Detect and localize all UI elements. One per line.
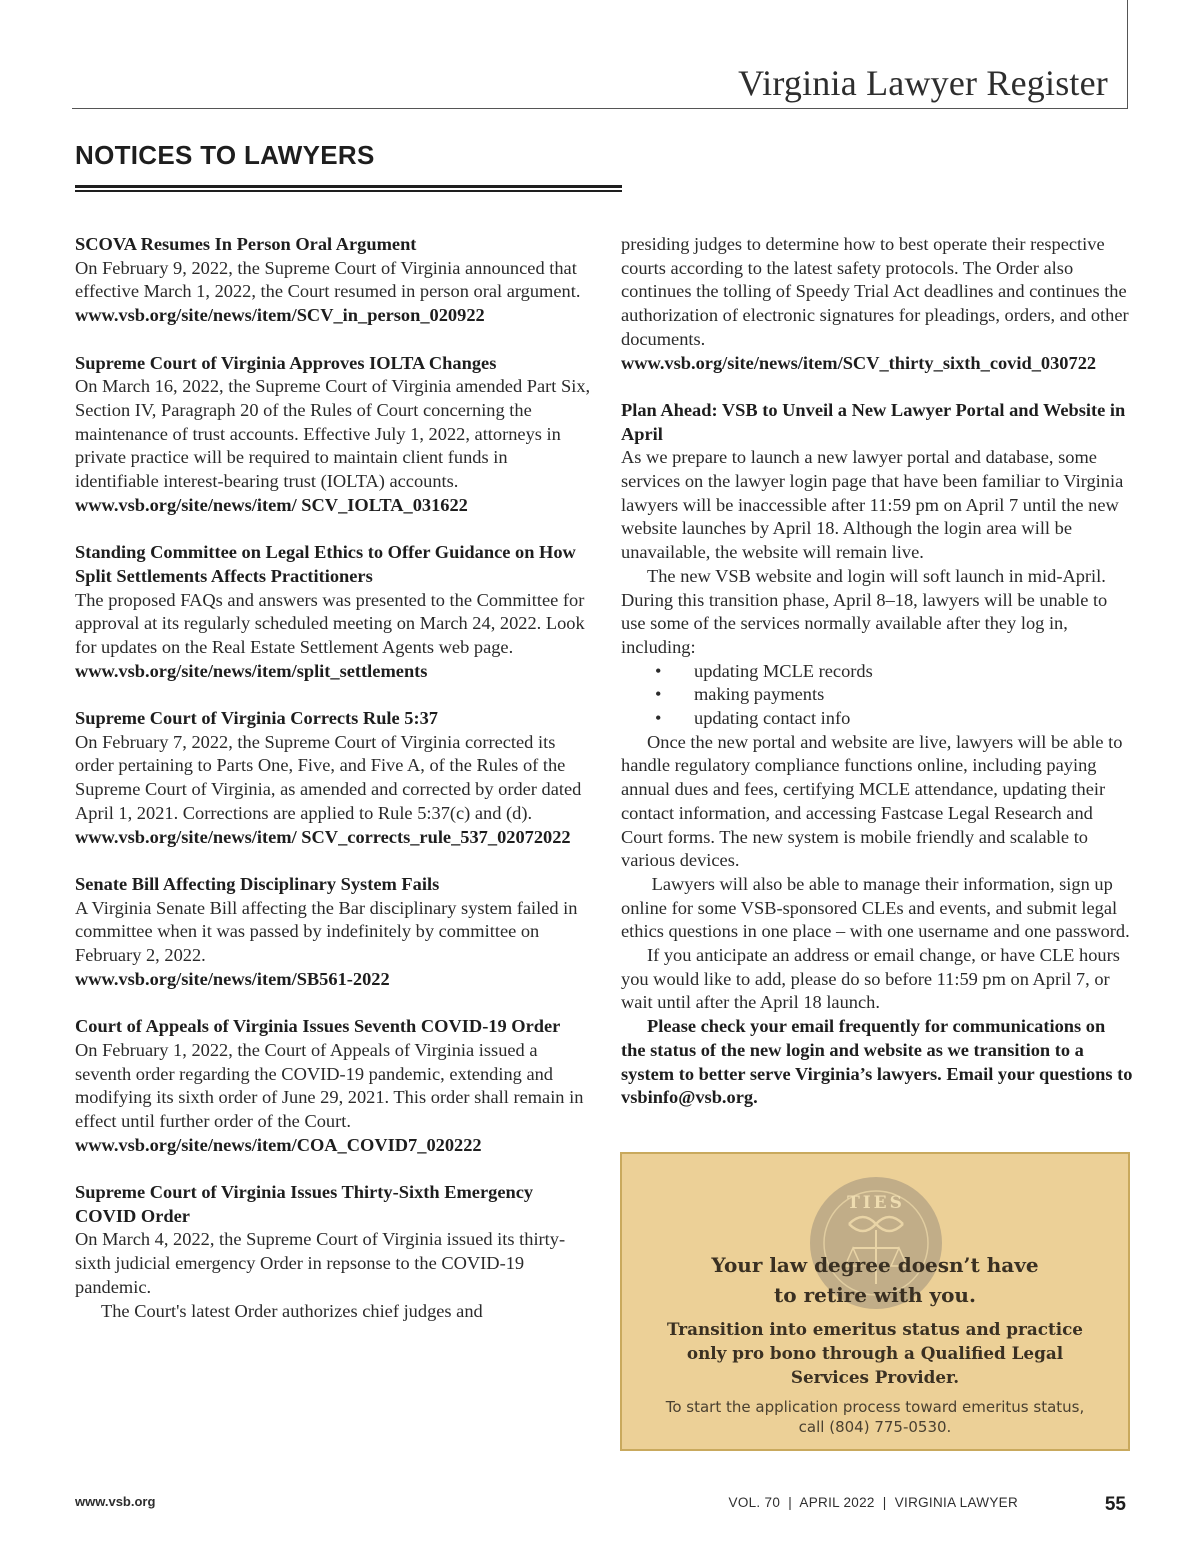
header-vertical-rule bbox=[1127, 0, 1128, 109]
ties-logo-text: TIES bbox=[847, 1193, 905, 1213]
article-title: Standing Committee on Legal Ethics to Offer Guidance on How Split Settlements Affects Practitioners bbox=[75, 542, 576, 586]
article-paragraph: The new VSB website and login will soft launch in mid-April. During this transition phase, April 8–18, lawyers will be unable to use some of the services normally available after they log in, including: bbox=[621, 565, 1108, 657]
article-paragraph-emphasis: Please check your email frequently for communications on the status of the new login and website as we transition to a system to better serve Virginia’s lawyers. Email your questions to vsbinfo@vsb.org. bbox=[621, 1016, 1133, 1108]
article-link[interactable]: www.vsb.org/site/news/item/split_settlements bbox=[75, 660, 428, 681]
article-title: Senate Bill Affecting Disciplinary System Fails bbox=[75, 873, 440, 894]
list-item-text: updating MCLE records bbox=[694, 660, 873, 681]
title-rule bbox=[75, 185, 622, 188]
advert-headline-line: to retire with you. bbox=[774, 1283, 976, 1307]
advert-call-line: To start the application process toward emeritus status, bbox=[665, 1398, 1085, 1416]
page-number: 55 bbox=[1104, 1494, 1126, 1515]
article-body: A Virginia Senate Bill affecting the Bar disciplinary system failed in committee when it was passed by indefinitely by committee on February 2, 2022. bbox=[75, 897, 578, 966]
article-body: presiding judges to determine how to best operate their respective courts according to the latest safety protocols. The Order also continues the tolling of Speedy Trial Act deadlines and continues the authorization of electronic signatures for pleadings, orders, and other documents. bbox=[621, 234, 1129, 349]
bullet-icon: • bbox=[655, 684, 662, 705]
section-title: NOTICES TO LAWYERS bbox=[75, 140, 375, 170]
article bbox=[75, 873, 595, 992]
advert-subheading-line: only pro bono through a Qualified Legal bbox=[686, 1343, 1064, 1363]
list-item bbox=[621, 660, 1133, 684]
article-paragraph: As we prepare to launch a new lawyer portal and database, some services on the lawyer login page that have been familiar to Virginia lawyers will be inaccessible after 11:59 pm on April 7 until the new website launches by April 18. Although the login area will be unavailable, the website will remain live. bbox=[621, 447, 1124, 563]
article-link[interactable]: www.vsb.org/site/news/item/ SCV_IOLTA_031622 bbox=[75, 494, 468, 515]
article bbox=[75, 707, 595, 849]
article-title: SCOVA Resumes In Person Oral Argument bbox=[75, 234, 417, 254]
article-title: Court of Appeals of Virginia Issues Seventh COVID-19 Order bbox=[75, 1016, 561, 1037]
advert-phone: call (804) 775-0530. bbox=[798, 1418, 952, 1436]
footer-issue-info: VOL. 70 | APRIL 2022 | VIRGINIA LAWYER bbox=[728, 1495, 1018, 1510]
bullet-list bbox=[621, 660, 1133, 731]
article-link[interactable]: www.vsb.org/site/news/item/ SCV_corrects_rule_537_02072022 bbox=[75, 826, 571, 847]
article-link[interactable]: www.vsb.org/site/news/item/SB561-2022 bbox=[75, 968, 390, 989]
article-body: On February 1, 2022, the Court of Appeals of Virginia issued a seventh order regarding the COVID-19 pandemic, extending and modifying its sixth order of June 29, 2021. This order shall remain in effect until further order of the Court. bbox=[75, 1039, 584, 1131]
list-item bbox=[621, 707, 1133, 731]
bullet-icon: • bbox=[655, 708, 662, 729]
article-body: On March 4, 2022, the Supreme Court of Virginia issued its thirty-sixth judicial emergency Order in repsonse to the COVID-19 pandemic. bbox=[75, 1229, 566, 1297]
list-item bbox=[621, 683, 1133, 707]
list-item-text: updating contact info bbox=[694, 708, 851, 729]
article bbox=[75, 541, 595, 683]
advert-headline-line: Your law degree doesn’t have bbox=[711, 1253, 1039, 1277]
header-rule bbox=[72, 108, 1128, 109]
footer-url[interactable]: www.vsb.org bbox=[75, 1494, 156, 1509]
article-body: On February 9, 2022, the Supreme Court of Virginia announced that effective March 1, 2022, the Court resumed in person oral argument. bbox=[75, 257, 581, 302]
running-head: Virginia Lawyer Register bbox=[738, 63, 1108, 103]
article-link[interactable]: www.vsb.org/site/news/item/SCV_thirty_sixth_covid_030722 bbox=[621, 352, 1097, 373]
article bbox=[75, 1015, 595, 1157]
article-body: The proposed FAQs and answers was presented to the Committee for approval at its regularly scheduled meeting on March 24, 2022. Look for updates on the Real Estate Settlement Agents web page. bbox=[75, 589, 585, 657]
article-title: Plan Ahead: VSB to Unveil a New Lawyer Portal and Website in April bbox=[621, 399, 1126, 444]
article bbox=[75, 233, 595, 328]
advert-call-to-action bbox=[622, 1397, 1128, 1437]
emeritus-advert bbox=[620, 1152, 1130, 1451]
list-item-text: making payments bbox=[694, 684, 825, 705]
right-column bbox=[621, 233, 1133, 1110]
article bbox=[75, 1181, 595, 1323]
article-paragraph: Lawyers will also be able to manage their information, sign up online for some VSB-sponsored CLEs and events, and submit legal ethics questions in one place – with one username and one password. bbox=[621, 873, 1130, 942]
article-link[interactable]: www.vsb.org/site/news/item/SCV_in_person_020922 bbox=[75, 305, 485, 326]
article-link[interactable]: www.vsb.org/site/news/item/COA_COVID7_020222 bbox=[75, 1134, 482, 1155]
article-body: On March 16, 2022, the Supreme Court of Virginia amended Part Six, Section IV, Paragraph 20 of the Rules of Court concerning the maintenance of trust accounts. Effective July 1, 2022, attorneys in private practice will be required to maintain client funds in identifiable interest-bearing trust (IOLTA) accounts. bbox=[75, 376, 591, 492]
article-title: Supreme Court of Virginia Corrects Rule 5:37 bbox=[75, 708, 438, 729]
article-title: Supreme Court of Virginia Issues Thirty-Sixth Emergency COVID Order bbox=[75, 1182, 534, 1226]
article-paragraph: If you anticipate an address or email change, or have CLE hours you would like to add, please do so before 11:59 pm on April 7, or wait until after the April 18 launch. bbox=[621, 945, 1120, 1013]
left-column bbox=[75, 233, 595, 1323]
bullet-icon: • bbox=[655, 660, 662, 681]
article-body: On February 7, 2022, the Supreme Court of Virginia corrected its order pertaining to Parts One, Five, and Five A, of the Rules of the Supreme Court of Virginia, as amended and corrected by order dated April 1, 2021. Corrections are applied to Rule 5:37(c) and (d). bbox=[75, 731, 582, 823]
title-rule bbox=[75, 190, 622, 192]
article bbox=[75, 352, 595, 518]
portal-article bbox=[621, 399, 1133, 1110]
article-paragraph: Once the new portal and website are live, lawyers will be able to handle regulatory compliance functions online, including paying annual dues and fees, certifying MCLE attendance, updating their contact information, and accessing Fastcase Legal Research and Court forms. The new system is mobile friendly and scalable to various devices. bbox=[621, 731, 1123, 871]
article-body-continued: The Court's latest Order authorizes chief judges and bbox=[101, 1300, 483, 1321]
advert-subheading bbox=[622, 1317, 1128, 1389]
article-continuation bbox=[621, 233, 1133, 375]
advert-subheading-line: Transition into emeritus status and practice bbox=[667, 1319, 1083, 1339]
advert-headline bbox=[622, 1250, 1128, 1310]
article-title: Supreme Court of Virginia Approves IOLTA Changes bbox=[75, 352, 497, 373]
advert-subheading-line: Services Provider. bbox=[790, 1367, 960, 1387]
